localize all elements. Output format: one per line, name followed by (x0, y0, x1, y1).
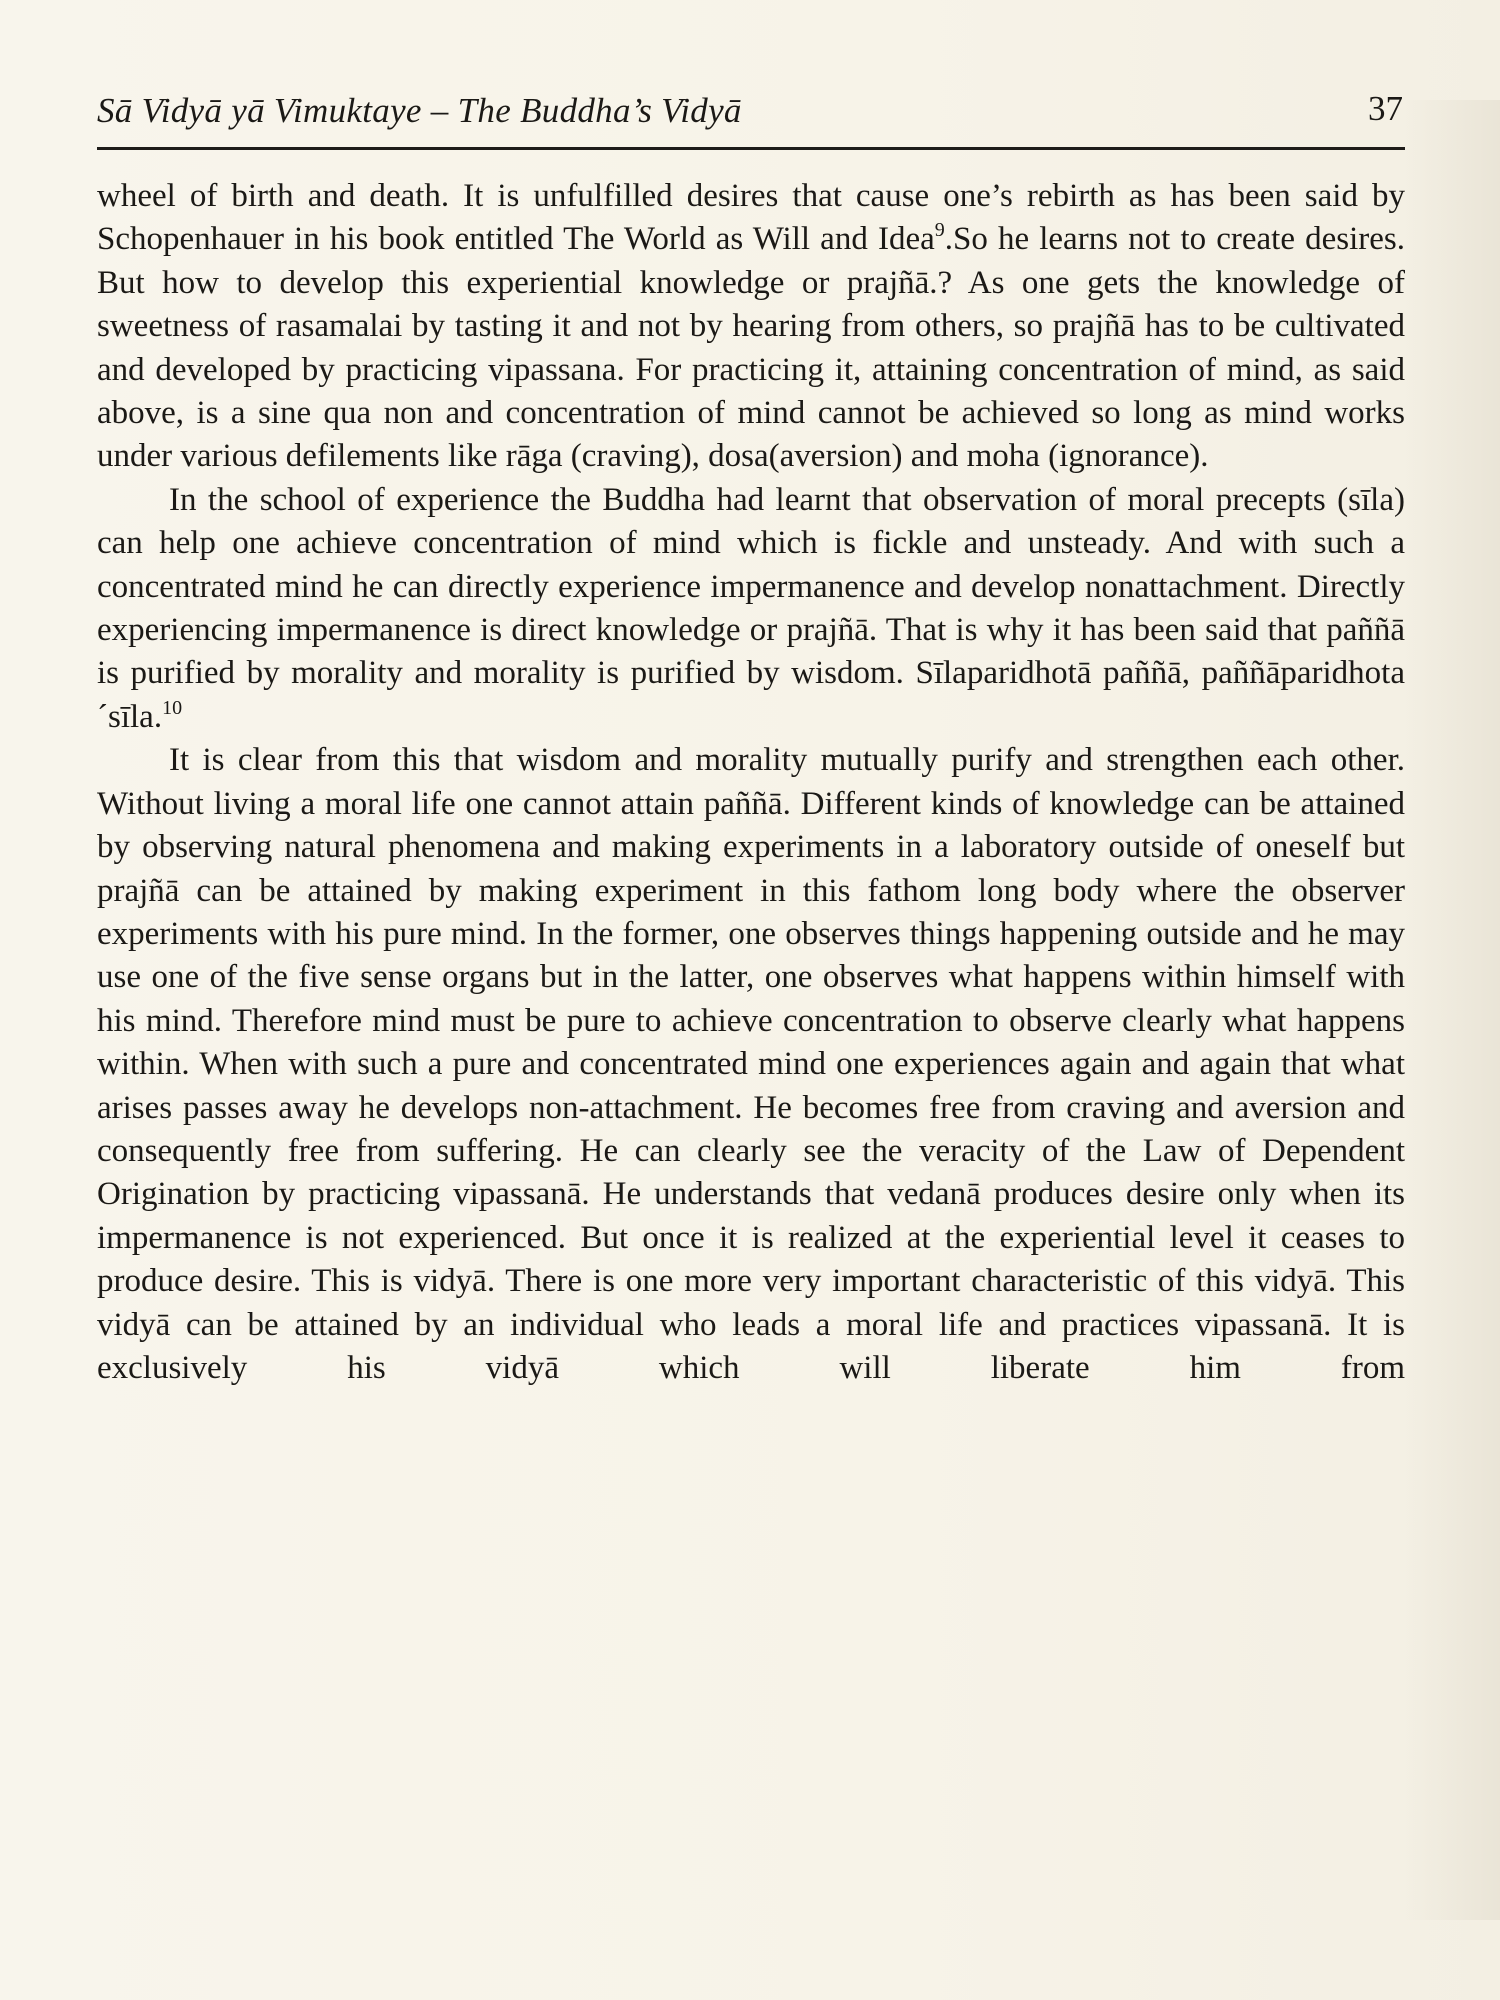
text-segment: .So he learns not to create desires. But how to develop this experiential knowledge or prajñā.? As one gets the knowledge of sweetness of rasamalai by tasting it and not by hearing from others, so prajñā has to be cultivated and developed by practicing vipassana. For practicing it, attaining concentration of mind, as said above, is a sine qua non and concentration of mind cannot be achieved so long as mind works under various defilements like rāga (craving), dosa(aversion) and moha (ignorance). (97, 221, 1406, 475)
body-text (97, 175, 1405, 1390)
paragraph (97, 175, 1405, 479)
text-segment: wheel of birth and death. It is unfulfilled desires that cause one’s rebirth as has been said by Schopenhauer in his book entitled The World as Will and Idea (97, 178, 1405, 258)
running-head (97, 85, 1405, 150)
text-segment: In the school of experience the Buddha had learnt that observation of moral precepts (sīla) can help one achieve concentration of mind which is fickle and unsteady. And with such a concentrated mind he can directly experience impermanence and develop nonattachment. Directly experiencing impermanence is direct knowledge or prajñā. That is why it has been said that paññā is purified by morality and morality is purified by wisdom. Sīlaparidhotā paññā, paññāparidhota´sīla. (97, 481, 1405, 735)
paragraph (97, 739, 1405, 1390)
page-number: 37 (1368, 89, 1403, 128)
running-head-title: Sā Vidyā yā Vimuktaye – The Buddha’s Vidyā (97, 91, 742, 130)
paragraph (97, 479, 1405, 739)
text-segment: It is clear from this that wisdom and morality mutually purify and strengthen each other. Without living a moral life one cannot attain paññā. Different kinds of knowledge can be attained by observing natural phenomena and making experiments in a laboratory outside of oneself but prajñā can be attained by making experiment in this fathom long body where the observer experiments with his pure mind. In the former, one observes things happening outside and he may use one of the five sense organs but in the latter, one observes what happens within himself with his mind. Therefore mind must be pure to achieve concentration to observe clearly what happens within. When with such a pure and concentrated mind one experiences again and again that what arises passes away he develops non-attachment. He becomes free from craving and aversion and consequently free from suffering. He can clearly see the veracity of the Law of Dependent Origination by practicing vipassanā. He understands that vedanā produces desire only when its impermanence is not experienced. But once it is realized at the experiential level it ceases to produce desire. This is vidyā. There is one more very important characteristic of this vidyā. This vidyā can be attained by an individual who leads a moral life and practices vipassanā. It is exclusively his vidyā which will liberate him from (97, 742, 1405, 1386)
footnote-marker: 10 (162, 696, 183, 719)
footnote-marker: 9 (934, 219, 945, 242)
page-edge-shadow (1405, 100, 1500, 1920)
